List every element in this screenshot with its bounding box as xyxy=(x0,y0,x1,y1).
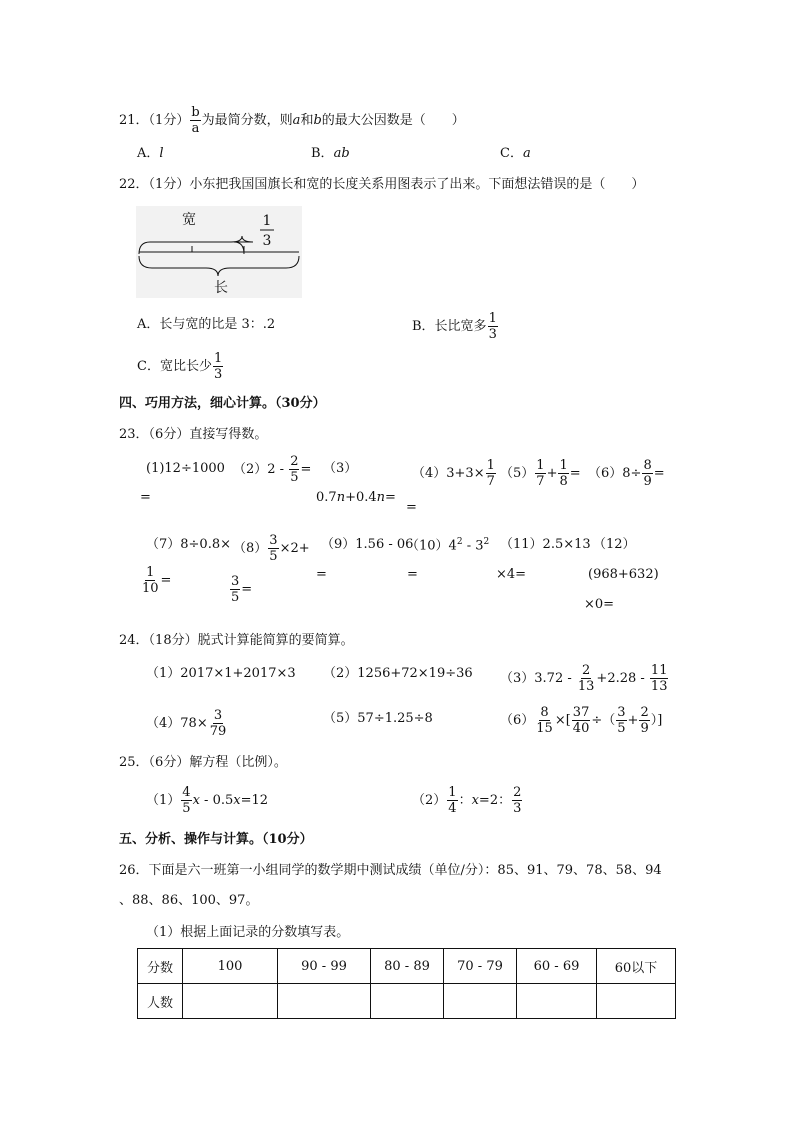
fraction xyxy=(447,786,457,815)
item-text: ÷（ xyxy=(591,713,616,728)
question-number: 22．（1分） xyxy=(119,177,190,192)
numerator: 1 xyxy=(146,565,155,580)
expr-3 xyxy=(500,664,669,693)
numerator: b xyxy=(191,105,200,120)
fraction xyxy=(577,664,596,693)
table-header-cell: 90 - 99 xyxy=(278,949,371,984)
calc-item-12: （12） xyxy=(593,537,636,552)
variable-x: x xyxy=(192,793,200,808)
fraction xyxy=(572,706,591,735)
fraction xyxy=(209,709,228,738)
expr-4 xyxy=(146,709,228,738)
denominator: 13 xyxy=(577,679,595,694)
item-text: （5） xyxy=(500,466,535,481)
denominator: 15 xyxy=(536,721,553,736)
width-label: 宽 xyxy=(182,212,196,228)
item-text: ×[ xyxy=(554,713,571,728)
item-text: = xyxy=(653,466,665,481)
numerator: 2 xyxy=(513,785,522,800)
fraction xyxy=(642,459,652,488)
table-cell-input[interactable] xyxy=(517,984,597,1019)
numerator: 2 xyxy=(582,663,591,678)
calc-item-1-equals: = xyxy=(140,490,151,505)
question-text: 和 xyxy=(300,113,314,128)
question-22 xyxy=(119,178,644,191)
table-cell-input[interactable] xyxy=(183,984,278,1019)
denominator: 3 xyxy=(213,367,223,382)
calc-item-7-continued xyxy=(140,566,171,595)
option-b[interactable] xyxy=(412,312,499,341)
fraction xyxy=(535,706,554,735)
numerator: 1 xyxy=(486,458,495,473)
option-text: B．长比宽多 xyxy=(412,319,487,334)
expr-2: （2）1256+72×19÷36 xyxy=(323,666,473,681)
fraction xyxy=(268,534,278,563)
question-26-sub-1: （1）根据上面记录的分数填写表。 xyxy=(146,925,350,940)
table-header-cell: 60以下 xyxy=(597,949,676,984)
option-a[interactable] xyxy=(137,147,164,160)
variable-x: x xyxy=(233,793,241,808)
numerator: 1 xyxy=(559,458,568,473)
denominator: 7 xyxy=(536,474,545,489)
item-text: （2）2 - xyxy=(233,462,289,477)
denominator: 3 xyxy=(513,801,522,816)
item-text: =2： xyxy=(478,793,512,808)
variable-b: b xyxy=(313,113,322,128)
item-text: （8） xyxy=(233,541,268,556)
question-26-line-2: 、88、86、100、97。 xyxy=(119,893,259,908)
question-number: 21．（1分） xyxy=(119,113,190,128)
table-header-row xyxy=(138,949,676,984)
numerator: 2 xyxy=(640,705,649,720)
item-text: - 0.5 xyxy=(199,793,234,808)
item-text: - 3 xyxy=(462,538,484,554)
fraction xyxy=(230,575,240,604)
numerator: 3 xyxy=(231,574,240,589)
question-21 xyxy=(119,106,465,135)
denominator: 13 xyxy=(650,679,668,694)
fraction xyxy=(639,706,649,735)
denominator: 5 xyxy=(269,549,278,564)
fraction xyxy=(486,459,496,488)
equation-1 xyxy=(146,786,268,815)
expr-1: （1）2017×1+2017×3 xyxy=(146,666,296,681)
numerator: 8 xyxy=(643,458,652,473)
denominator: 7 xyxy=(486,474,495,489)
exponent: 2 xyxy=(456,537,463,547)
question-25: 25．（6分）解方程（比例）。 xyxy=(119,755,287,770)
item-text: （1） xyxy=(146,793,181,808)
option-b[interactable] xyxy=(311,147,350,160)
question-23: 23．（6分）直接写得数。 xyxy=(119,427,268,442)
calc-item-6 xyxy=(588,459,665,488)
option-label: A． xyxy=(137,146,160,161)
diagram-fraction-numerator: 1 xyxy=(262,213,272,229)
length-label: 长 xyxy=(214,280,228,296)
denominator: 3 xyxy=(488,327,497,342)
denominator: a xyxy=(191,121,200,136)
fraction xyxy=(289,455,299,484)
denominator: 8 xyxy=(559,474,568,489)
item-text: =12 xyxy=(240,793,269,808)
numerator: 2 xyxy=(290,454,299,469)
denominator: 10 xyxy=(142,581,159,596)
fraction xyxy=(141,566,160,595)
calc-item-7: （7）8÷0.8× xyxy=(146,537,232,552)
item-text: = xyxy=(160,573,172,588)
denominator: 5 xyxy=(182,801,191,816)
item-text: （3）3.72 - xyxy=(500,671,576,686)
expr-6 xyxy=(500,706,662,735)
denominator: 5 xyxy=(290,470,299,485)
section-heading: 五、分析、操作与计算。（10分） xyxy=(119,832,313,847)
exponent: 2 xyxy=(483,537,490,547)
option-value: a xyxy=(522,146,531,161)
calc-item-1: (1)12÷1000 xyxy=(146,461,225,476)
table-header-cell: 60 - 69 xyxy=(517,949,597,984)
denominator: 40 xyxy=(572,721,590,736)
numerator: 1 xyxy=(213,351,223,366)
calc-item-10-equals: = xyxy=(407,567,418,582)
equation-2 xyxy=(412,786,523,815)
calc-item-8 xyxy=(233,534,310,563)
table-cell-input[interactable] xyxy=(278,984,371,1019)
calc-item-2 xyxy=(233,455,311,484)
denominator: 9 xyxy=(640,721,649,736)
calc-item-3 xyxy=(316,491,396,504)
calc-item-11-continued: ×4= xyxy=(496,567,527,582)
numerator: 8 xyxy=(540,705,549,720)
fraction xyxy=(650,664,669,693)
table-cell-input[interactable] xyxy=(371,984,444,1019)
variable-a: a xyxy=(292,113,301,128)
item-text: + xyxy=(627,713,639,728)
denominator: 5 xyxy=(231,590,240,605)
item-text: = xyxy=(569,466,581,481)
item-text: 0.7 xyxy=(316,490,337,505)
option-c[interactable] xyxy=(500,147,531,160)
calc-item-11: （11）2.5×13 xyxy=(500,537,591,552)
denominator: 79 xyxy=(209,724,227,739)
table-header-cell: 70 - 79 xyxy=(444,949,517,984)
item-text: （2） xyxy=(412,793,447,808)
numerator: 3 xyxy=(213,708,223,723)
fraction xyxy=(558,459,568,488)
question-26-line-1: 26．下面是六一班第一小组同学的数学期中测试成绩（单位/分）：85、91、79、78、58、94 xyxy=(119,863,662,878)
numerator: 11 xyxy=(650,663,668,678)
question-text: 小东把我国国旗长和宽的长度关系用图表示了出来。下面想法错误的是（ ） xyxy=(189,177,645,192)
denominator: 5 xyxy=(617,721,626,736)
variable-n: n xyxy=(336,490,346,505)
option-value: ab xyxy=(333,146,350,161)
calc-item-9: （9）1.56 - 06 xyxy=(321,537,414,552)
calc-item-10 xyxy=(406,538,489,552)
numerator: 1 xyxy=(488,311,497,326)
calc-item-9-equals: = xyxy=(316,567,327,582)
calc-item-12-result: ×0= xyxy=(584,597,615,612)
calc-item-8-continued xyxy=(229,575,252,604)
option-a[interactable] xyxy=(137,318,275,331)
item-text: ）] xyxy=(650,713,663,728)
table-header-cell: 100 xyxy=(183,949,278,984)
numerator: 3 xyxy=(617,705,626,720)
fraction xyxy=(213,352,223,381)
fraction xyxy=(616,706,626,735)
option-c[interactable] xyxy=(137,352,224,381)
item-text: （4）78× xyxy=(146,716,208,731)
calc-item-12-continued: (968+632) xyxy=(588,567,659,582)
item-text: （6） xyxy=(500,713,535,728)
fraction xyxy=(488,312,498,341)
variable-n: n xyxy=(376,490,386,505)
item-text: = xyxy=(300,462,312,477)
calc-item-3-label: （3） xyxy=(323,461,358,476)
score-table xyxy=(137,948,676,1019)
denominator: 9 xyxy=(643,474,652,489)
item-text: = xyxy=(241,582,253,597)
option-label: B． xyxy=(311,146,334,161)
calc-item-3-equals: = xyxy=(406,500,417,515)
item-text: ×2+ xyxy=(279,541,310,556)
table-row xyxy=(138,984,676,1019)
item-text: +2.28 - xyxy=(596,671,649,686)
table-header-cell: 分数 xyxy=(138,949,183,984)
item-text: （6）8÷ xyxy=(588,466,642,481)
item-text: （4）3+3× xyxy=(412,466,485,481)
numerator: 4 xyxy=(182,785,191,800)
fraction xyxy=(512,786,522,815)
table-cell-input[interactable] xyxy=(444,984,517,1019)
numerator: 1 xyxy=(448,785,457,800)
table-header-cell: 80 - 89 xyxy=(371,949,444,984)
fraction xyxy=(535,459,545,488)
fraction-b-over-a xyxy=(190,106,200,135)
item-text: ： xyxy=(458,793,472,808)
numerator: 3 xyxy=(269,533,278,548)
option-value: l xyxy=(159,146,164,161)
numerator: 1 xyxy=(536,458,545,473)
expr-5: （5）57÷1.25÷8 xyxy=(323,711,433,726)
question-text: 的最大公因数是（ ） xyxy=(321,113,465,128)
diagram-fraction-denominator: 3 xyxy=(262,233,272,249)
flag-ratio-diagram xyxy=(136,206,302,298)
item-text: （10）4 xyxy=(406,538,457,554)
option-label: C． xyxy=(500,146,523,161)
item-text: = xyxy=(385,490,396,505)
denominator: 4 xyxy=(448,801,457,816)
option-text: C．宽比长少 xyxy=(137,359,212,374)
option-text: A．长与宽的比是 3：.2 xyxy=(137,317,276,332)
calc-item-4 xyxy=(412,459,497,488)
variable-x: x xyxy=(471,793,479,808)
section-heading: 四、巧用方法，细心计算。（30分） xyxy=(119,396,326,411)
calc-item-5 xyxy=(500,459,581,488)
question-24: 24．（18分）脱式计算能简算的要简算。 xyxy=(119,633,354,648)
numerator: 37 xyxy=(572,705,590,720)
item-text: +0.4 xyxy=(345,490,377,505)
table-row-label: 人数 xyxy=(138,984,183,1019)
question-text: 为最简分数，则 xyxy=(201,113,293,128)
fraction xyxy=(181,786,191,815)
table-cell-input[interactable] xyxy=(597,984,676,1019)
item-text: + xyxy=(546,466,558,481)
